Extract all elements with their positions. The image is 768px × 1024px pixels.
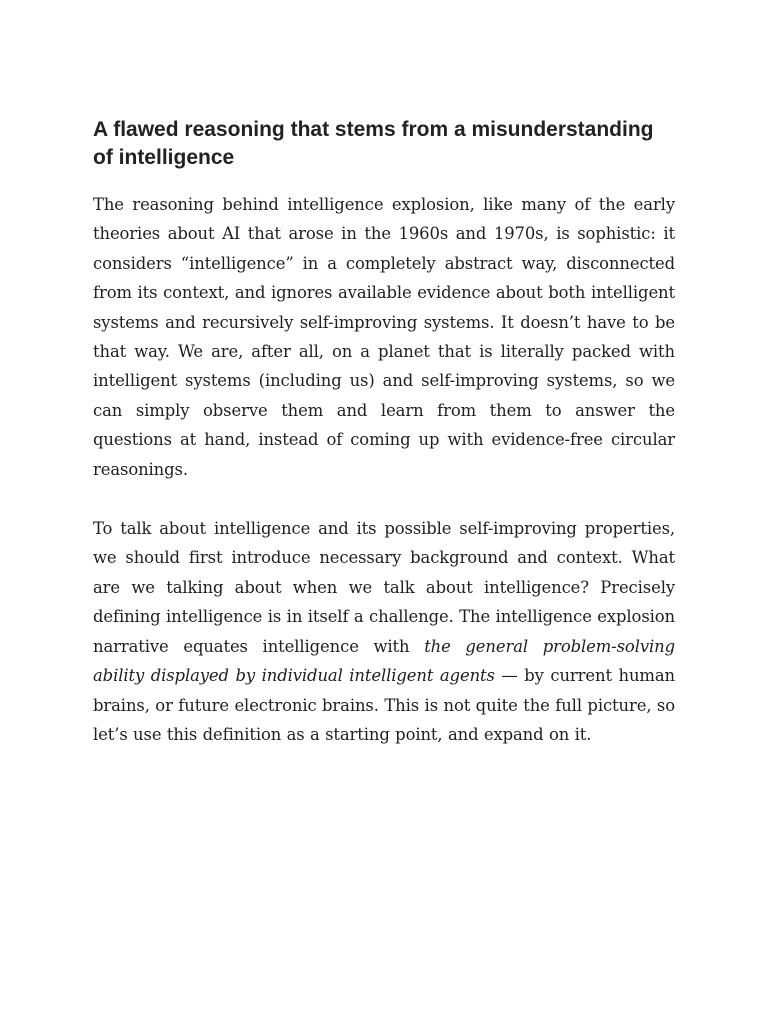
paragraph-2-text-start: To talk about intelligence and its possible self-improving properties, we should first introduce necessary background and context. What are we talking about when we talk about intelligence? Precisely defining intelligence is in itself a challenge. The intelligence explosion narrative equates intelligence with xyxy=(93,519,675,656)
paragraph-2-emphasis: the general problem-solving ability displayed by individual intelligent agents xyxy=(93,636,675,686)
article-heading: A flawed reasoning that stems from a misunderstanding of intelligence xyxy=(93,118,654,169)
paragraph-2-text-end: — by current human brains, or future electronic brains. This is not quite the full picture, so let’s use this definition as a starting point, and expand on it. xyxy=(93,666,675,744)
paragraph-2 xyxy=(93,514,675,749)
article xyxy=(93,116,675,749)
paragraph-1: The reasoning behind intelligence explosion, like many of the early theories about AI that arose in the 1960s and 1970s, is sophistic: it considers “intelligence” in a completely abstract way, disconnected from its context, and ignores available evidence about both intelligent systems and recursively self-improving systems. It doesn’t have to be that way. We are, after all, on a planet that is literally packed with intelligent systems (including us) and self-improving systems, so we can simply observe them and learn from them to answer the questions at hand, instead of coming up with evidence-free circular reasonings. xyxy=(93,195,675,479)
